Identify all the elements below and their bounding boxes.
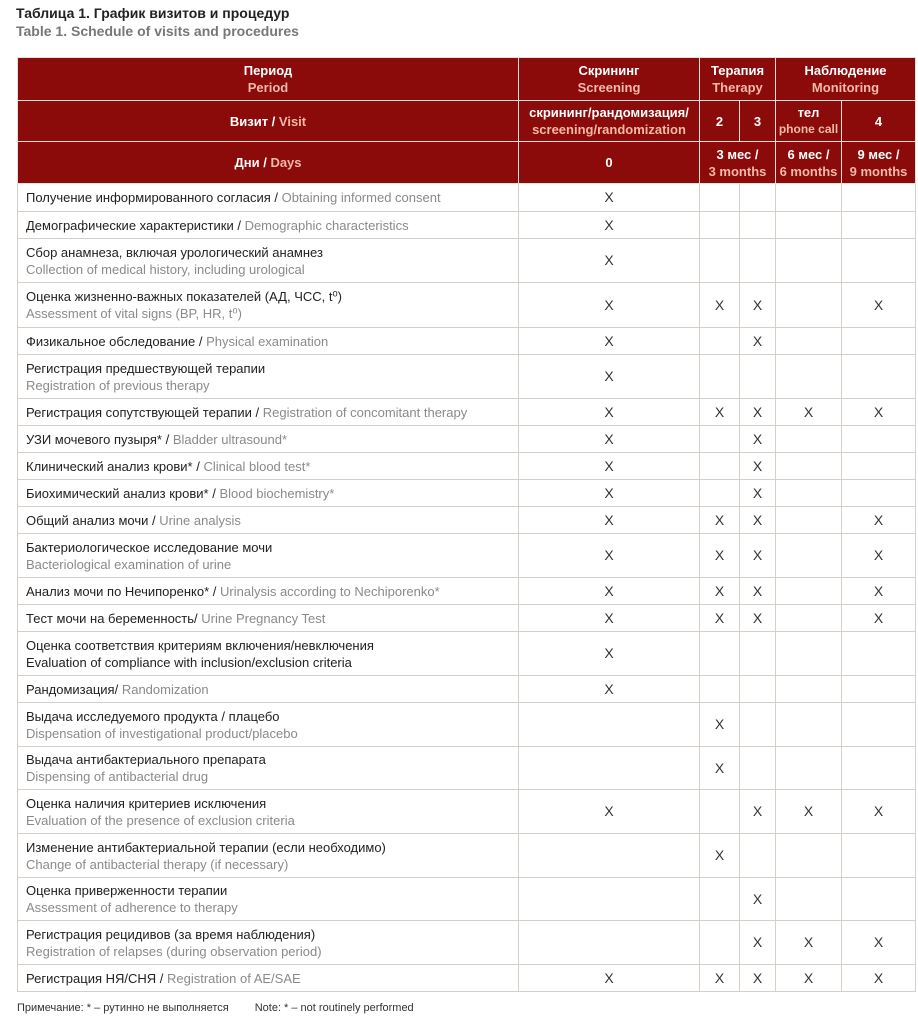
mark-cell: [842, 426, 916, 453]
mark-cell: X: [519, 283, 700, 328]
mark-cell: X: [740, 878, 776, 921]
procedure-en: Dispensation of investigational product/placebo: [26, 725, 298, 741]
header-monitoring: [776, 58, 916, 101]
mark-cell: [776, 426, 842, 453]
mark-cell: [519, 834, 700, 878]
header-screening-ru: Скрининг: [578, 63, 640, 78]
procedure-ru: Демографические характеристики /: [26, 217, 245, 233]
procedure-cell: [18, 965, 519, 992]
procedure-cell: [18, 632, 519, 676]
table-row: [18, 328, 916, 355]
header-visit-screening: [519, 101, 700, 142]
procedure-cell: [18, 676, 519, 703]
procedure-ru: Получение информированного согласия /: [26, 190, 282, 205]
table-row: [18, 921, 916, 965]
header-screening: [519, 58, 700, 101]
procedure-cell: [18, 878, 519, 921]
mark-cell: X: [700, 578, 740, 605]
footnote: [17, 1001, 414, 1015]
mark-cell: [740, 834, 776, 878]
mark-cell: [776, 184, 842, 212]
table-row: [18, 965, 916, 992]
mark-cell: X: [519, 578, 700, 605]
header-day-6m: [776, 142, 842, 184]
mark-cell: X: [519, 328, 700, 355]
table-row: [18, 399, 916, 426]
mark-cell: [776, 355, 842, 399]
mark-cell: [776, 747, 842, 790]
mark-cell: [842, 328, 916, 355]
mark-cell: [700, 790, 740, 834]
mark-cell: X: [842, 578, 916, 605]
procedure-cell: [18, 184, 519, 212]
mark-cell: [519, 921, 700, 965]
header-day-9m: [842, 142, 916, 184]
mark-cell: X: [740, 605, 776, 632]
mark-cell: [700, 676, 740, 703]
mark-cell: X: [740, 399, 776, 426]
mark-cell: X: [700, 605, 740, 632]
mark-cell: [776, 283, 842, 328]
header-days-ru: Дни /: [234, 155, 271, 170]
table-row: [18, 239, 916, 283]
procedure-en: Bladder ultrasound*: [172, 431, 288, 447]
table-row: [18, 605, 916, 632]
table-header: [18, 58, 916, 184]
table-row: [18, 480, 916, 507]
mark-cell: X: [519, 355, 700, 399]
mark-cell: X: [519, 507, 700, 534]
mark-cell: X: [700, 703, 740, 747]
header-day-6m-ru: 6 мес /: [787, 146, 830, 162]
procedure-ru: Изменение антибактериальной терапии (если необходимо): [26, 839, 386, 855]
mark-cell: X: [519, 676, 700, 703]
mark-cell: [700, 212, 740, 239]
mark-cell: X: [700, 965, 740, 992]
procedure-cell: [18, 453, 519, 480]
header-day-6m-en: 6 months: [779, 163, 838, 179]
header-days: [18, 142, 519, 184]
header-therapy-en: Therapy: [712, 80, 763, 95]
header-monitoring-en: Monitoring: [811, 80, 880, 95]
mark-cell: [842, 453, 916, 480]
mark-cell: [776, 605, 842, 632]
procedure-ru: Выдача исследуемого продукта / плацебо: [26, 708, 280, 724]
mark-cell: X: [700, 507, 740, 534]
mark-cell: [519, 878, 700, 921]
mark-cell: X: [842, 790, 916, 834]
table-row: [18, 184, 916, 212]
procedure-en: Physical examination: [206, 333, 329, 349]
procedure-cell: [18, 921, 519, 965]
mark-cell: X: [519, 534, 700, 578]
mark-cell: [776, 328, 842, 355]
table-row: [18, 703, 916, 747]
mark-cell: [776, 239, 842, 283]
mark-cell: X: [519, 965, 700, 992]
mark-cell: [842, 212, 916, 239]
procedure-ru: Регистрация предшествующей терапии: [26, 360, 266, 376]
mark-cell: [776, 834, 842, 878]
header-row-visit: [18, 101, 916, 142]
mark-cell: [740, 355, 776, 399]
table-title-block: [16, 4, 299, 40]
mark-cell: [519, 703, 700, 747]
mark-cell: X: [740, 790, 776, 834]
procedure-cell: [18, 507, 519, 534]
procedure-en: Urinalysis according to Nechiporenko*: [220, 583, 440, 599]
table-row: [18, 676, 916, 703]
mark-cell: [842, 355, 916, 399]
mark-cell: [842, 878, 916, 921]
mark-cell: X: [519, 426, 700, 453]
header-day-9m-ru: 9 мес /: [857, 146, 900, 162]
procedure-ru: Оценка приверженности терапии: [26, 883, 228, 898]
mark-cell: X: [700, 399, 740, 426]
procedure-cell: [18, 328, 519, 355]
table-row: [18, 453, 916, 480]
procedure-ru: Тест мочи на беременность/: [26, 610, 202, 626]
mark-cell: [776, 212, 842, 239]
mark-cell: X: [842, 534, 916, 578]
procedure-en: Blood biochemistry*: [219, 485, 335, 501]
table-title-ru: Таблица 1. График визитов и процедур: [16, 5, 290, 21]
mark-cell: [740, 212, 776, 239]
procedure-en: Dispensing of antibacterial drug: [26, 769, 209, 784]
procedure-ru: Оценка наличия критериев исключения: [26, 795, 267, 811]
procedure-en: Randomization: [121, 681, 209, 697]
mark-cell: X: [519, 790, 700, 834]
mark-cell: X: [776, 399, 842, 426]
procedure-cell: [18, 834, 519, 878]
procedure-cell: [18, 578, 519, 605]
procedure-ru: Физикальное обследование /: [26, 333, 207, 349]
mark-cell: X: [740, 965, 776, 992]
procedure-cell: [18, 355, 519, 399]
mark-cell: X: [519, 632, 700, 676]
procedure-ru: Оценка соответствия критериям включения/невключения: [26, 637, 374, 653]
table-row: [18, 747, 916, 790]
footnote-en: Note: * – not routinely performed: [254, 1002, 414, 1014]
procedure-cell: [18, 790, 519, 834]
mark-cell: [700, 480, 740, 507]
procedure-ru: Регистрация НЯ/СНЯ /: [26, 970, 167, 986]
procedure-en: Clinical blood test*: [203, 458, 311, 474]
mark-cell: [776, 632, 842, 676]
procedure-ru: Биохимический анализ крови* /: [26, 485, 220, 501]
procedure-en: Obtaining informed consent: [281, 190, 441, 205]
mark-cell: [700, 184, 740, 212]
procedure-cell: [18, 239, 519, 283]
mark-cell: [519, 747, 700, 790]
header-row-days: [18, 142, 916, 184]
procedure-en: Registration of concomitant therapy: [262, 404, 468, 420]
mark-cell: X: [740, 480, 776, 507]
header-visit-phone-en: phone call: [778, 122, 839, 136]
mark-cell: X: [700, 534, 740, 578]
mark-cell: [776, 453, 842, 480]
header-visit-4: 4: [842, 101, 916, 142]
header-visit-ru: Визит /: [229, 113, 279, 129]
mark-cell: X: [740, 328, 776, 355]
mark-cell: X: [519, 399, 700, 426]
mark-cell: X: [842, 283, 916, 328]
mark-cell: [776, 878, 842, 921]
mark-cell: [776, 676, 842, 703]
mark-cell: X: [776, 965, 842, 992]
header-visit-phone: [776, 101, 842, 142]
mark-cell: X: [700, 283, 740, 328]
mark-cell: [740, 632, 776, 676]
procedure-en: Assessment of adherence to therapy: [26, 900, 238, 915]
procedure-cell: [18, 426, 519, 453]
mark-cell: X: [776, 921, 842, 965]
mark-cell: [842, 703, 916, 747]
header-visit-en: Visit: [278, 113, 307, 129]
mark-cell: [842, 747, 916, 790]
header-visit-phone-ru: тел: [797, 105, 820, 120]
procedure-en: Bacteriological examination of urine: [26, 556, 232, 572]
mark-cell: [700, 426, 740, 453]
mark-cell: [842, 632, 916, 676]
mark-cell: X: [519, 480, 700, 507]
header-visit-screening-en: screening/randomization: [532, 122, 686, 137]
procedure-en: Urine Pregnancy Test: [201, 610, 326, 626]
header-day-3m-en: 3 months: [708, 163, 767, 179]
header-visit: [18, 101, 519, 142]
procedure-en: Evaluation of the presence of exclusion criteria: [26, 812, 295, 828]
header-days-en: Days: [270, 155, 302, 170]
procedure-cell: [18, 399, 519, 426]
mark-cell: X: [519, 453, 700, 480]
procedure-en: Evaluation of compliance with inclusion/exclusion criteria: [26, 654, 352, 670]
procedure-ru: Выдача антибактериального препарата: [26, 752, 266, 767]
table-row: [18, 578, 916, 605]
procedure-en: Urine analysis: [159, 512, 241, 528]
header-day-3m-ru: 3 мес /: [716, 146, 759, 162]
mark-cell: X: [740, 534, 776, 578]
procedure-ru: УЗИ мочевого пузыря* /: [26, 431, 173, 447]
procedure-ru: Регистрация сопутствующей терапии /: [26, 404, 263, 420]
table-row: [18, 632, 916, 676]
mark-cell: [740, 747, 776, 790]
mark-cell: [842, 239, 916, 283]
table-row: [18, 283, 916, 328]
header-therapy: [700, 58, 776, 101]
mark-cell: X: [519, 239, 700, 283]
procedure-ru: Рандомизация/: [26, 681, 122, 697]
mark-cell: X: [842, 605, 916, 632]
procedure-cell: [18, 703, 519, 747]
mark-cell: [740, 239, 776, 283]
procedure-cell: [18, 605, 519, 632]
header-day-3m: [700, 142, 776, 184]
procedure-en: Registration of previous therapy: [26, 377, 210, 393]
mark-cell: X: [776, 790, 842, 834]
procedure-ru: Сбор анамнеза, включая урологический анамнез: [26, 244, 323, 260]
mark-cell: X: [740, 283, 776, 328]
schedule-table: [17, 57, 916, 992]
mark-cell: X: [700, 834, 740, 878]
table-row: [18, 426, 916, 453]
procedure-en: Registration of AE/SAE: [167, 970, 301, 986]
table-body: [18, 184, 916, 992]
procedure-cell: [18, 747, 519, 790]
procedure-ru: Бактериологическое исследование мочи: [26, 539, 273, 555]
mark-cell: X: [842, 399, 916, 426]
mark-cell: [776, 703, 842, 747]
table-row: [18, 507, 916, 534]
mark-cell: [776, 507, 842, 534]
mark-cell: [776, 578, 842, 605]
procedure-en: Change of antibacterial therapy (if necessary): [26, 856, 289, 872]
mark-cell: [700, 239, 740, 283]
mark-cell: [700, 921, 740, 965]
mark-cell: X: [740, 921, 776, 965]
mark-cell: [700, 328, 740, 355]
mark-cell: [776, 480, 842, 507]
header-visit-2: 2: [700, 101, 740, 142]
mark-cell: X: [740, 578, 776, 605]
header-day-0: 0: [519, 142, 700, 184]
mark-cell: X: [519, 184, 700, 212]
header-row-period: [18, 58, 916, 101]
procedure-ru: Оценка жизненно-важных показателей (АД, ЧСС, t⁰): [26, 289, 343, 304]
procedure-ru: Общий анализ мочи /: [26, 512, 160, 528]
mark-cell: X: [842, 921, 916, 965]
header-screening-en: Screening: [577, 80, 641, 95]
header-period: [18, 58, 519, 101]
procedure-en: Collection of medical history, including urological: [26, 261, 305, 277]
mark-cell: [740, 703, 776, 747]
mark-cell: [842, 480, 916, 507]
table-row: [18, 834, 916, 878]
procedure-cell: [18, 283, 519, 328]
procedure-ru: Клинический анализ крови* /: [26, 458, 204, 474]
procedure-ru: Регистрация рецидивов (за время наблюдения): [26, 926, 316, 942]
header-visit-3: 3: [740, 101, 776, 142]
table-row: [18, 355, 916, 399]
procedure-cell: [18, 534, 519, 578]
header-period-en: Period: [247, 80, 289, 95]
mark-cell: [776, 534, 842, 578]
mark-cell: X: [842, 507, 916, 534]
procedure-en: Assessment of vital signs (BP, HR, t⁰): [26, 306, 242, 321]
procedure-ru: Анализ мочи по Нечипоренко* /: [26, 583, 220, 599]
table-row: [18, 878, 916, 921]
header-therapy-ru: Терапия: [710, 63, 765, 78]
procedure-cell: [18, 480, 519, 507]
procedure-cell: [18, 212, 519, 239]
procedure-en: Demographic characteristics: [244, 217, 409, 233]
mark-cell: [700, 878, 740, 921]
mark-cell: [700, 355, 740, 399]
table-title-en: Table 1. Schedule of visits and procedures: [16, 23, 299, 39]
procedure-en: Registration of relapses (during observation period): [26, 943, 322, 959]
header-monitoring-ru: Наблюдение: [804, 63, 887, 78]
mark-cell: [842, 676, 916, 703]
mark-cell: [700, 632, 740, 676]
table-row: [18, 534, 916, 578]
mark-cell: X: [842, 965, 916, 992]
table-row: [18, 212, 916, 239]
mark-cell: X: [740, 507, 776, 534]
mark-cell: X: [740, 453, 776, 480]
header-period-ru: Период: [243, 63, 293, 78]
header-day-9m-en: 9 months: [849, 163, 908, 179]
footnote-ru: Примечание: * – рутинно не выполняется: [17, 1002, 229, 1014]
mark-cell: X: [519, 605, 700, 632]
mark-cell: [842, 834, 916, 878]
table-row: [18, 790, 916, 834]
mark-cell: [842, 184, 916, 212]
mark-cell: X: [700, 747, 740, 790]
mark-cell: X: [740, 426, 776, 453]
mark-cell: [740, 184, 776, 212]
mark-cell: X: [519, 212, 700, 239]
mark-cell: [700, 453, 740, 480]
header-visit-screening-ru: скрининг/рандомизация/: [529, 105, 689, 120]
mark-cell: [740, 676, 776, 703]
